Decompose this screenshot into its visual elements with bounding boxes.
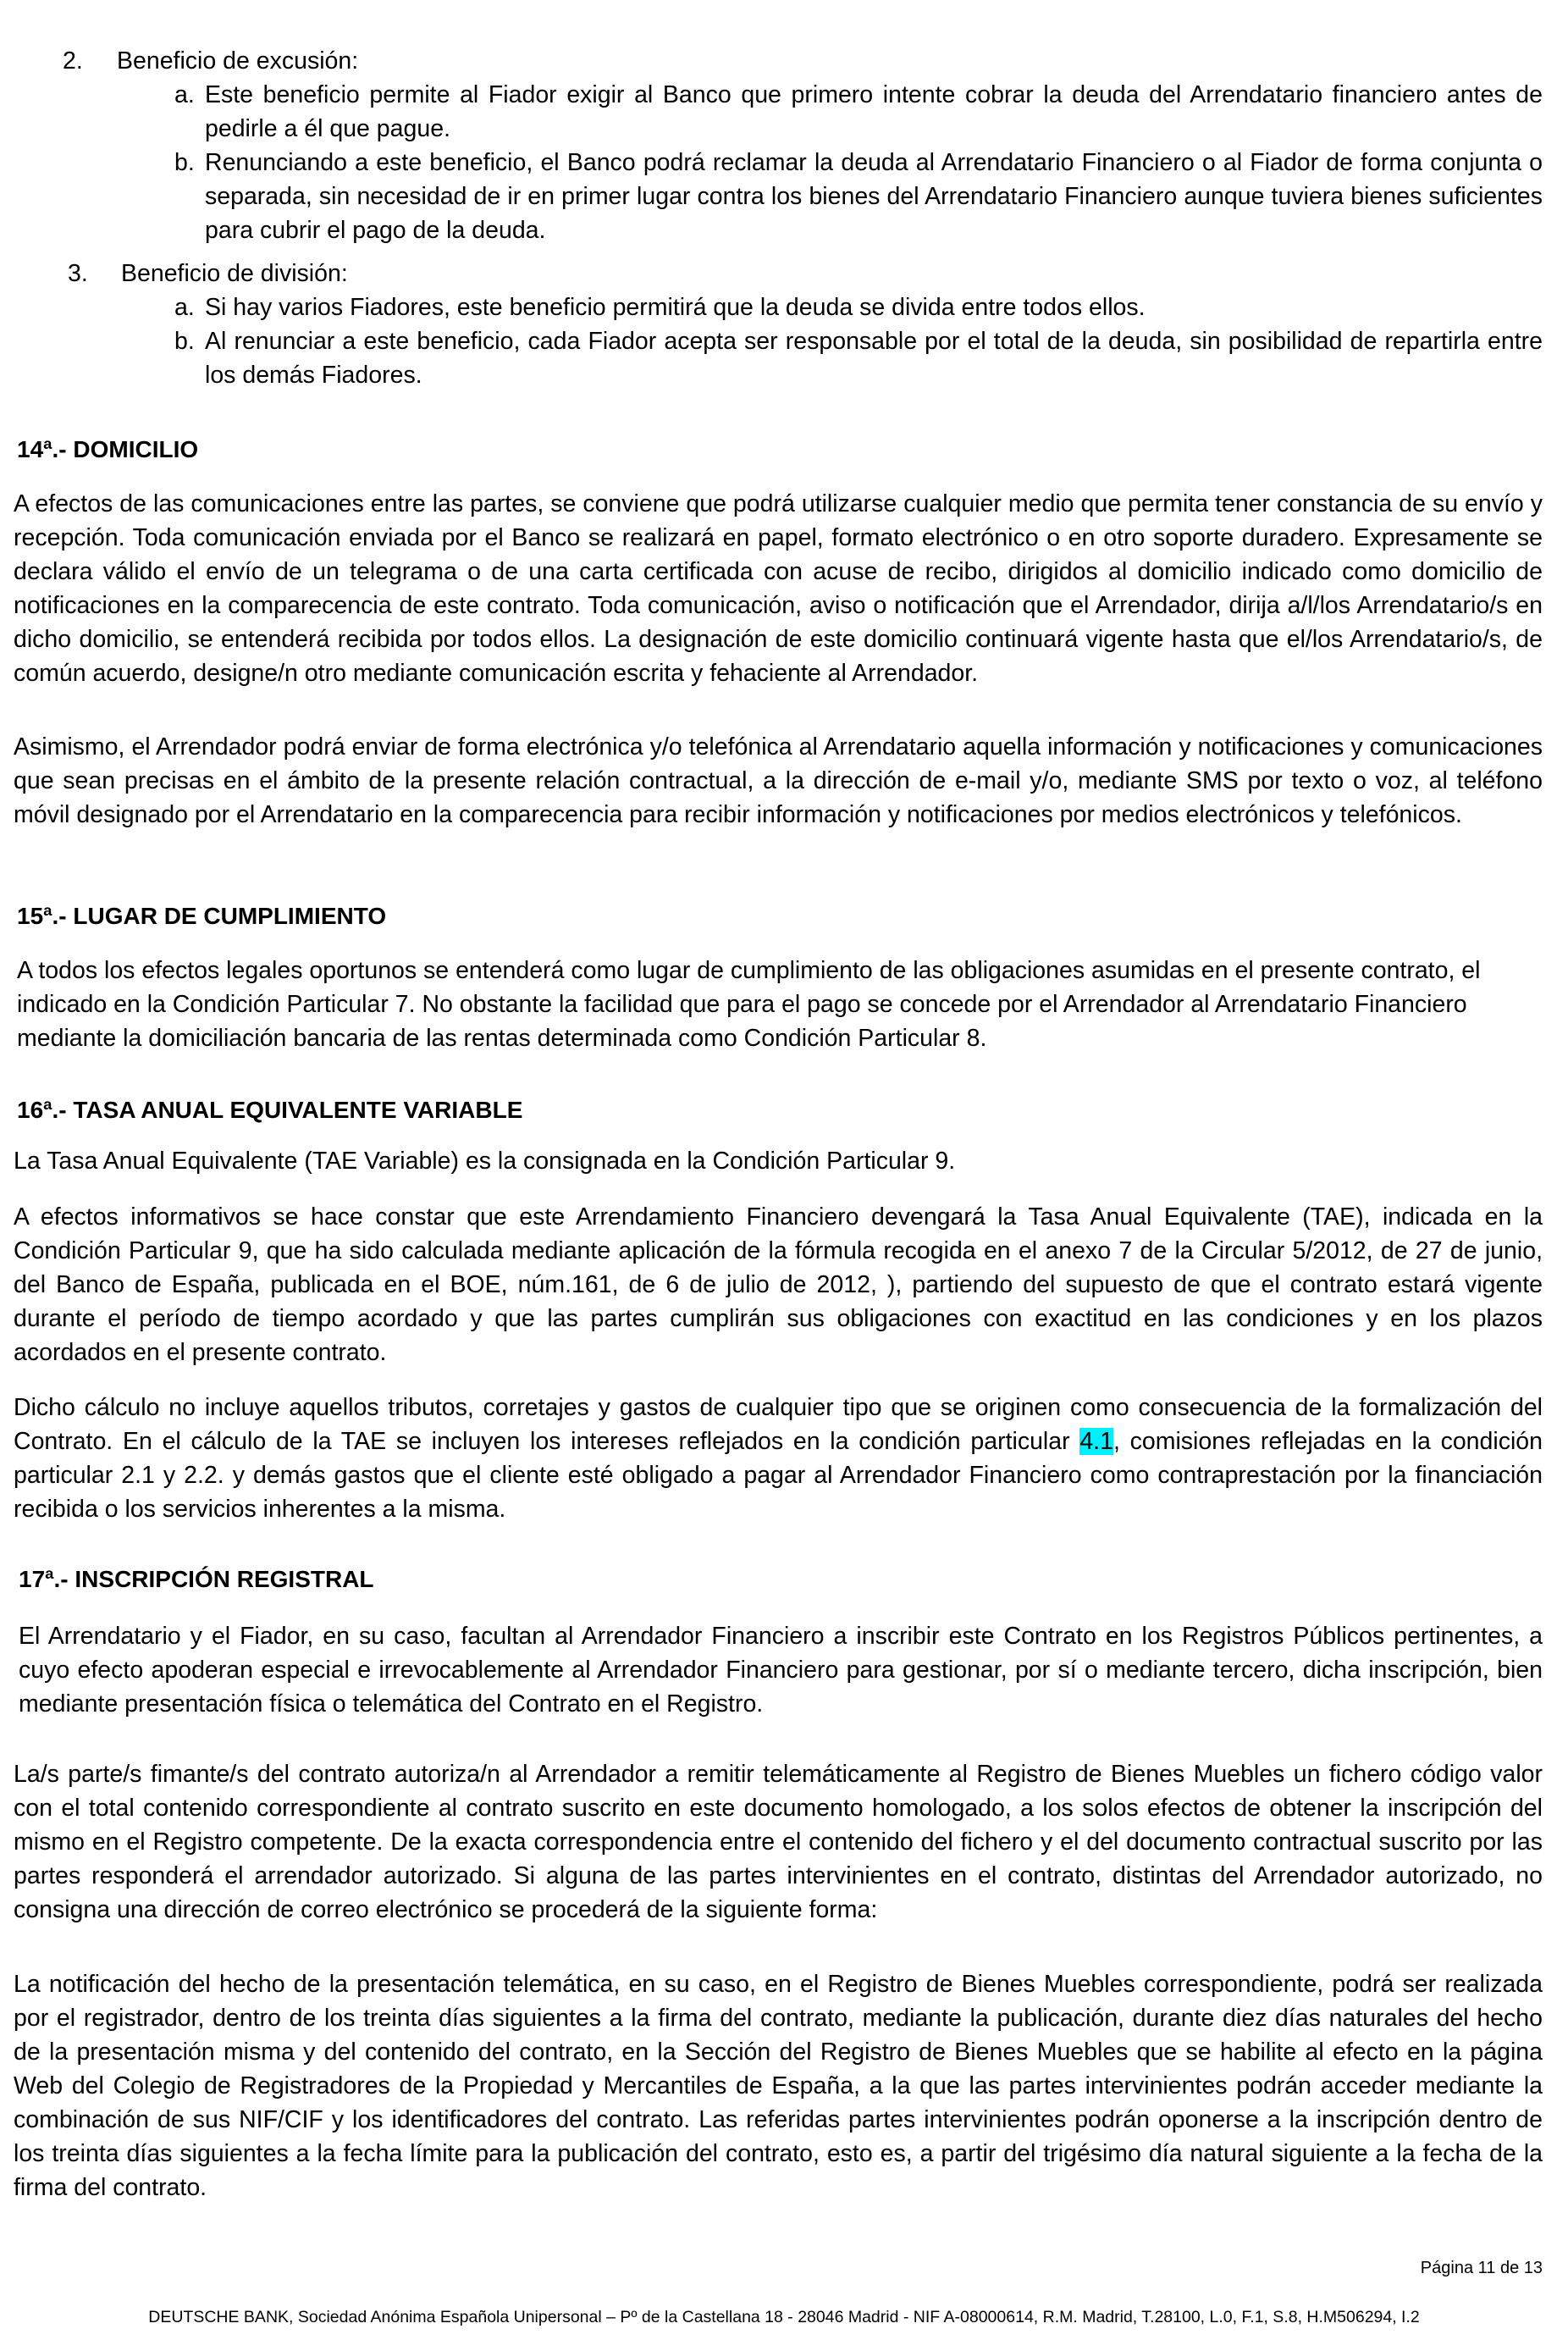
- section-16-paragraph-3: [14, 1391, 1543, 1526]
- footer-legal-text: DEUTSCHE BANK, Sociedad Anónima Española Unipersonal – Pº de la Castellana 18 - 28046 Madrid - NIF A-08000614, R.M. Madrid, T.28100, L.0, F.1, S.8, H.M506294, I.2: [148, 2308, 1420, 2326]
- list-item-3-label: Beneficio de división:: [121, 260, 348, 287]
- section-16-heading: 16ª.- TASA ANUAL EQUIVALENTE VARIABLE: [17, 1097, 523, 1123]
- paragraph-text: Dicho cálculo no incluye aquellos tributos, corretajes y gastos de cualquier tipo que se originen como consecuencia de la formalización del Contrato. En el cálculo de la TAE se incluyen los intereses reflejados en la condición particular: [14, 1394, 1543, 1455]
- list-item-3b: [174, 324, 1543, 392]
- list-item-2b: [174, 146, 1543, 247]
- list-marker: b.: [174, 149, 195, 176]
- section-17-paragraph-1: El Arrendatario y el Fiador, en su caso, facultan al Arrendador Financiero a inscribir este Contrato en los Registros Públicos pertinentes, a cuyo efecto apoderan especial e irrevocablemente al Arrendador Financiero para gestionar, por sí o mediante tercero, dicha inscripción, bien mediante presentación física o telemática del Contrato en el Registro.: [19, 1623, 1543, 1718]
- list-item-2-number: 2.: [63, 47, 83, 75]
- page-indicator: Página 11 de 13: [1420, 2259, 1543, 2277]
- list-item-text: Al renunciar a este beneficio, cada Fiador acepta ser responsable por el total de la deuda, sin posibilidad de repartirla entre los demás Fiadores.: [205, 328, 1543, 389]
- list-item-3a: [174, 290, 1543, 324]
- list-item-2a: [174, 78, 1543, 146]
- section-17-heading: 17ª.- INSCRIPCIÓN REGISTRAL: [19, 1566, 374, 1592]
- section-14-paragraph-1: A efectos de las comunicaciones entre las partes, se conviene que podrá utilizarse cualquier medio que permita tener constancia de su envío y recepción. Toda comunicación enviada por el Banco se realizará en papel, formato electrónico o en otro soporte duradero. Expresamente se declara válido el envío de un telegrama o de una carta certificada con acuse de recibo, dirigidos al domicilio indicado como domicilio de notificaciones en la comparecencia de este contrato. Toda comunicación, aviso o notificación que el Arrendador, dirija a/l/los Arrendatario/s en dicho domicilio, se entenderá recibida por todos ellos. La designación de este domicilio continuará vigente hasta que el/los Arrendatario/s, de común acuerdo, designe/n otro mediante comunicación escrita y fehaciente al Arrendador.: [14, 490, 1543, 687]
- section-14-heading: 14ª.- DOMICILIO: [17, 436, 199, 462]
- paragraph-text: , comisiones reflejadas en la condición particular 2.1 y 2.2. y demás gastos que el cliente esté obligado a pagar al Arrendador Financiero como contraprestación por la financiación recibida o los servicios inherentes a la misma.: [14, 1428, 1543, 1523]
- section-14-paragraph-2: Asimismo, el Arrendador podrá enviar de forma electrónica y/o telefónica al Arrendatario aquella información y notificaciones y comunicaciones que sean precisas en el ámbito de la presente relación contractual, a la dirección de e-mail y/o, mediante SMS por texto o voz, al teléfono móvil designado por el Arrendatario en la comparecencia para recibir información y notificaciones por medios electrónicos y telefónicos.: [14, 733, 1543, 828]
- section-16-paragraph-2: A efectos informativos se hace constar que este Arrendamiento Financiero devengará la Tasa Anual Equivalente (TAE), indicada en la Condición Particular 9, que ha sido calculada mediante aplicación de la fórmula recogida en el anexo 7 de la Circular 5/2012, de 27 de junio, del Banco de España, publicada en el BOE, núm.161, de 6 de julio de 2012, ), partiendo del supuesto de que el contrato estará vigente durante el período de tiempo acordado y que las partes cumplirán sus obligaciones con exactitud en las condiciones y en los plazos acordados en el presente contrato.: [14, 1203, 1543, 1366]
- list-item-text: Renunciando a este beneficio, el Banco podrá reclamar la deuda al Arrendatario Financiero o al Fiador de forma conjunta o separada, sin necesidad de ir en primer lugar contra los bienes del Arrendatario Financiero aunque tuviera bienes suficientes para cubrir el pago de la deuda.: [205, 149, 1543, 244]
- list-marker: a.: [174, 294, 195, 321]
- section-17-paragraph-2: La/s parte/s fimante/s del contrato autoriza/n al Arrendador a remitir telemáticamente al Registro de Bienes Muebles un fichero código valor con el total contenido correspondiente al contrato suscrito en este documento homologado, a los solos efectos de obtener la inscripción del mismo en el Registro competente. De la exacta correspondencia entre el contenido del fichero y el del documento contractual suscrito por las partes responderá el arrendador autorizado. Si alguna de las partes intervinientes en el contrato, distintas del Arrendador autorizado, no consigna una dirección de correo electrónico se procederá de la siguiente forma:: [14, 1761, 1543, 1923]
- section-15-paragraph-1: A todos los efectos legales oportunos se entenderá como lugar de cumplimiento de las obligaciones asumidas en el presente contrato, el indicado en la Condición Particular 7. No obstante la facilidad que para el pago se concede por el Arrendador al Arrendatario Financiero mediante la domiciliación bancaria de las rentas determinada como Condición Particular 8.: [17, 957, 1481, 1052]
- highlighted-reference: 4.1: [1079, 1428, 1113, 1455]
- list-item-text: Si hay varios Fiadores, este beneficio permitirá que la deuda se divida entre todos ellos.: [205, 294, 1146, 321]
- list-marker: b.: [174, 328, 195, 355]
- section-15-heading: 15ª.- LUGAR DE CUMPLIMIENTO: [17, 903, 387, 929]
- list-item-text: Este beneficio permite al Fiador exigir al Banco que primero intente cobrar la deuda del Arrendatario financiero antes de pedirle a él que pague.: [205, 81, 1543, 142]
- section-17-paragraph-3: La notificación del hecho de la presentación telemática, en su caso, en el Registro de Bienes Muebles correspondiente, podrá ser realizada por el registrador, dentro de los treinta días siguientes a la firma del contrato, mediante la publicación, durante diez días naturales del hecho de la presentación misma y del contenido del contrato, en la Sección del Registro de Bienes Muebles que se habilite al efecto en la página Web del Colegio de Registradores de la Propiedad y Mercantiles de España, a la que las partes intervinientes podrán acceder mediante la combinación de sus NIF/CIF y los identificadores del contrato. Las referidas partes intervinientes podrán oponerse a la inscripción dentro de los treinta días siguientes a la fecha límite para la publicación del contrato, esto es, a partir del trigésimo día natural siguiente a la fecha de la firma del contrato.: [14, 1971, 1543, 2201]
- list-item-3-number: 3.: [68, 260, 88, 287]
- list-item-2-label: Beneficio de excusión:: [117, 47, 359, 75]
- section-16-paragraph-1: La Tasa Anual Equivalente (TAE Variable) es la consignada en la Condición Particular 9.: [14, 1148, 956, 1175]
- list-marker: a.: [174, 81, 195, 108]
